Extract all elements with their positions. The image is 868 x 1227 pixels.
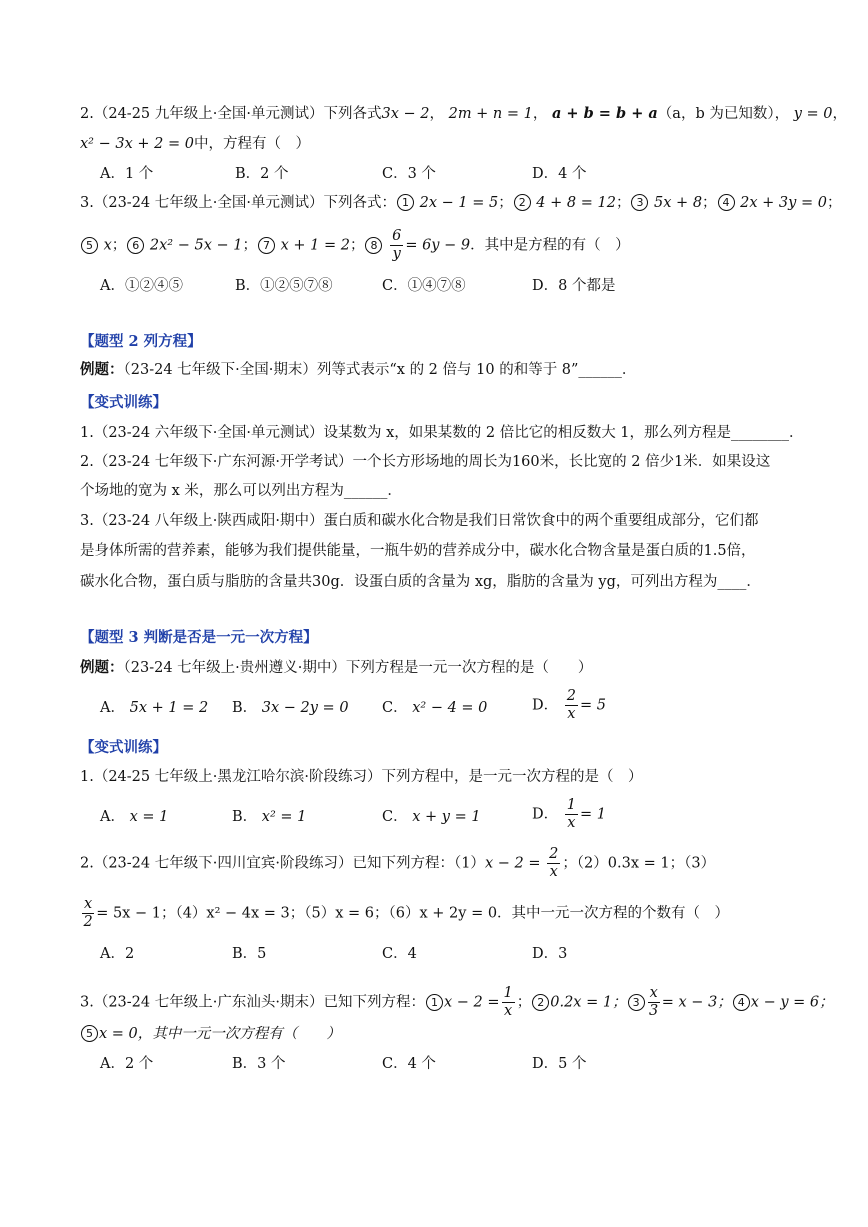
section3-variant-title: 【变式训练】 <box>80 739 167 756</box>
section3-v1-option-d: D． $\frac{1}{x}$ = 1 <box>532 797 606 831</box>
section2-v3-line3: 碳水化合物，蛋白质与脂肪的含量共30g．设蛋白质的含量为 xg，脂肪的含量为 yg，可列出方程为____． <box>80 574 761 590</box>
section3-ex-option-a: A． 5x + 1 = 2 <box>100 700 209 716</box>
section3-v2-option-b: B．5 <box>232 946 267 962</box>
section3-v3-stem-cont: 5 x = 0，其中一元一次方程有（ ） <box>80 1024 341 1044</box>
q2-option-b: B．2 个 <box>235 166 289 182</box>
section3-example: 例题：（23-24 七年级上·贵州遵义·期中）下列方程是一元一次方程的是（ ） <box>80 659 593 676</box>
q2-option-c: C．3 个 <box>382 166 436 182</box>
section3-v3-stem: 3.（23-24 七年级上·广东汕头·期末）已知下列方程： 1 x − 2 = $\frac{1}{x}$ ； 2 0.2x = 1； 3 $\frac{x}{3}$ = x − 3； 4 x − y = 6； <box>80 985 834 1019</box>
section3-v2-option-c: C．4 <box>382 946 417 962</box>
section2-v1: 1.（23-24 六年级下·全国·单元测试）设某数为 x，如果某数的 2 倍比它的相反数大 1，那么列方程是________． <box>80 425 804 441</box>
section3-ex-option-d: D． $\frac{2}{x}$ = 5 <box>532 688 606 722</box>
section3-v3-option-a: A．2 个 <box>100 1056 154 1072</box>
section3-ex-option-c: C． x² − 4 = 0 <box>382 700 488 716</box>
q3-stem-cont: 5 x； 6 2x² − 5x − 1； 7 x + 1 = 2； 8 $\frac{6}{y}$ = 6y − 9．其中是方程的有（ ） <box>80 228 630 263</box>
section3-v1-stem: 1.（24-25 七年级上·黑龙江哈尔滨·阶段练习）下列方程中，是一元一次方程的是（ ） <box>80 769 643 785</box>
section3-v1-option-b: B． x² = 1 <box>232 809 307 825</box>
section3-v1-option-c: C． x + y = 1 <box>382 809 481 825</box>
section2-variant-title: 【变式训练】 <box>80 394 167 411</box>
section2-v2-line1: 2.（23-24 七年级下·广东河源·开学考试）一个长方形场地的周长为160米，长比宽的 2 倍少1米．如果设这 <box>80 454 771 470</box>
section3-v3-option-c: C．4 个 <box>382 1056 436 1072</box>
section3-ex-option-b: B． 3x − 2y = 0 <box>232 700 349 716</box>
section3-v2-stem: 2.（23-24 七年级下·四川宜宾·阶段练习）已知下列方程：（1）x − 2 = $\frac{2}{x}$ ；（2）0.3x = 1；（3） <box>80 846 716 880</box>
section3-v1-option-a: A． x = 1 <box>100 809 169 825</box>
q3-option-b: B．①②⑤⑦⑧ <box>235 278 333 294</box>
q3-option-c: C．①④⑦⑧ <box>382 278 466 294</box>
section2-v3-line1: 3.（23-24 八年级上·陕西咸阳·期中）蛋白质和碳水化合物是我们日常饮食中的两个重要组成部分，它们都 <box>80 513 759 529</box>
q3-option-a: A．①②④⑤ <box>100 278 183 294</box>
q2-option-a: A．1 个 <box>100 166 154 182</box>
q2-stem: 2.（24-25 九年级上·全国·单元测试）下列各式3x − 2， 2m + n = 1， a + b = b + a（a，b 为已知数）， y = 0， <box>80 105 847 122</box>
section3-v3-option-b: B．3 个 <box>232 1056 286 1072</box>
section2-v3-line2: 是身体所需的营养素，能够为我们提供能量，一瓶牛奶的营养成分中，碳水化合物含量是蛋白质的1.5倍， <box>80 543 756 559</box>
q2-stem-cont: x² − 3x + 2 = 0中，方程有（ ） <box>80 136 310 152</box>
section3-v2-stem-cont: $\frac{x}{2}$ = 5x − 1；（4）x² − 4x = 3；（5）x = 6；（6）x + 2y = 0．其中一元一次方程的个数有（ ） <box>83 896 730 930</box>
section2-v2-line2: 个场地的宽为 x 米，那么可以列出方程为______． <box>80 483 402 499</box>
q2-option-d: D．4 个 <box>532 166 587 182</box>
section3-v3-option-d: D．5 个 <box>532 1056 587 1072</box>
section2-title: 【题型 2 列方程】 <box>80 333 202 350</box>
section3-title: 【题型 3 判断是否是一元一次方程】 <box>80 629 318 646</box>
q3-option-d: D．8 个都是 <box>532 278 616 294</box>
section3-v2-option-d: D．3 <box>532 946 568 962</box>
q3-stem: 3.（23-24 七年级上·全国·单元测试）下列各式： 1 2x − 1 = 5； 2 4 + 8 = 12； 3 5x + 8； 4 2x + 3y = 0； <box>80 195 842 211</box>
section3-v2-option-a: A．2 <box>100 946 135 962</box>
section2-example: 例题：（23-24 七年级下·全国·期末）列等式表示“x 的 2 倍与 10 的和等于 8”______． <box>80 361 637 378</box>
